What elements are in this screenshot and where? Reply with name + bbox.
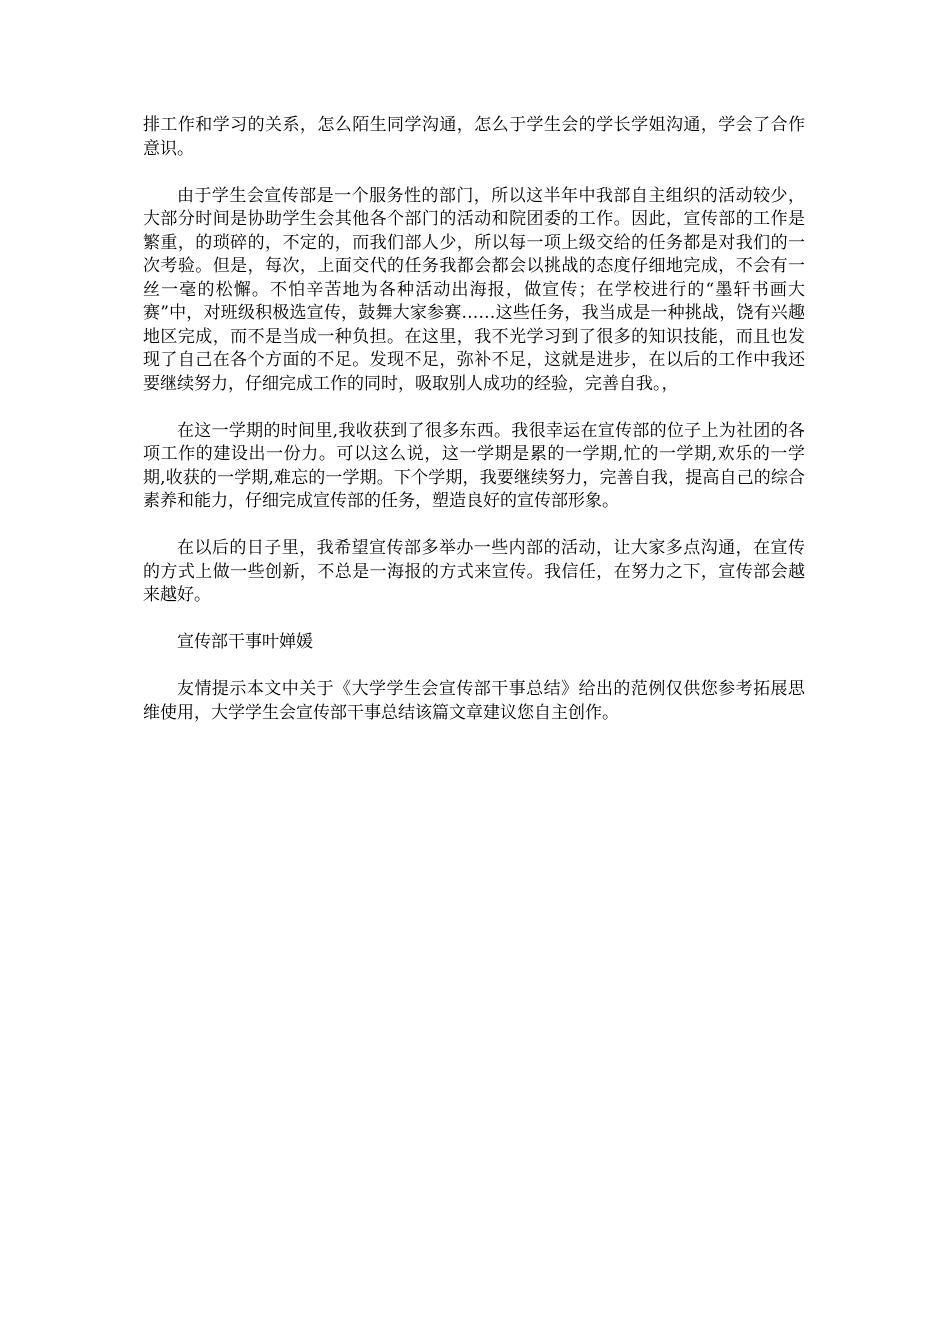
paragraph-4: 在以后的日子里，我希望宣传部多举办一些内部的活动，让大家多点沟通，在宣传的方式上做一些创新，不总是一海报的方式来宣传。我信任，在努力之下，宣传部会越来越好。 — [143, 538, 805, 605]
paragraph-3: 在这一学期的时间里,我收获到了很多东西。我很幸运在宣传部的位子上为社团的各项工作的建设出一份力。可以这么说，这一学期是累的一学期,忙的一学期,欢乐的一学期,收获的一学期,难忘的一学期。下个学期，我要继续努力，完善自我，提高自己的综合素养和能力，仔细完成宣传部的任务，塑造良好的宣传部形象。 — [143, 420, 805, 511]
paragraph-1: 排工作和学习的关系，怎么陌生同学沟通，怎么于学生会的学长学姐沟通，学会了合作意识。 — [143, 115, 805, 159]
paragraph-2: 由于学生会宣传部是一个服务性的部门，所以这半年中我部自主组织的活动较少，大部分时间是协助学生会其他各个部门的活动和院团委的工作。因此，宣传部的工作是繁重，的琐碎的，不定的，而我们部人少，所以每一项上级交给的任务都是对我们的一次考验。但是，每次，上面交代的任务我都会都会以挑战的态度仔细地完成，不会有一丝一毫的松懈。不怕辛苦地为各种活动出海报，做宣传；在学校进行的“墨轩书画大赛”中，对班级积极选宣传，鼓舞大家参赛……这些任务，我当成是一种挑战，饶有兴趣地区完成，而不是当成一种负担。在这里，我不光学习到了很多的知识技能，而且也发现了自己在各个方面的不足。发现不足，弥补不足，这就是进步，在以后的工作中我还要继续努力，仔细完成工作的同时，吸取别人成功的经验，完善自我。， — [143, 185, 805, 394]
author-signature: 宣传部干事叶婵媛 — [177, 632, 313, 652]
disclaimer-paragraph: 友情提示本文中关于《大学学生会宣传部干事总结》给出的范例仅供您参考拓展思维使用，大学学生会宣传部干事总结该篇文章建议您自主创作。 — [143, 679, 805, 723]
document-page — [143, 114, 805, 749]
